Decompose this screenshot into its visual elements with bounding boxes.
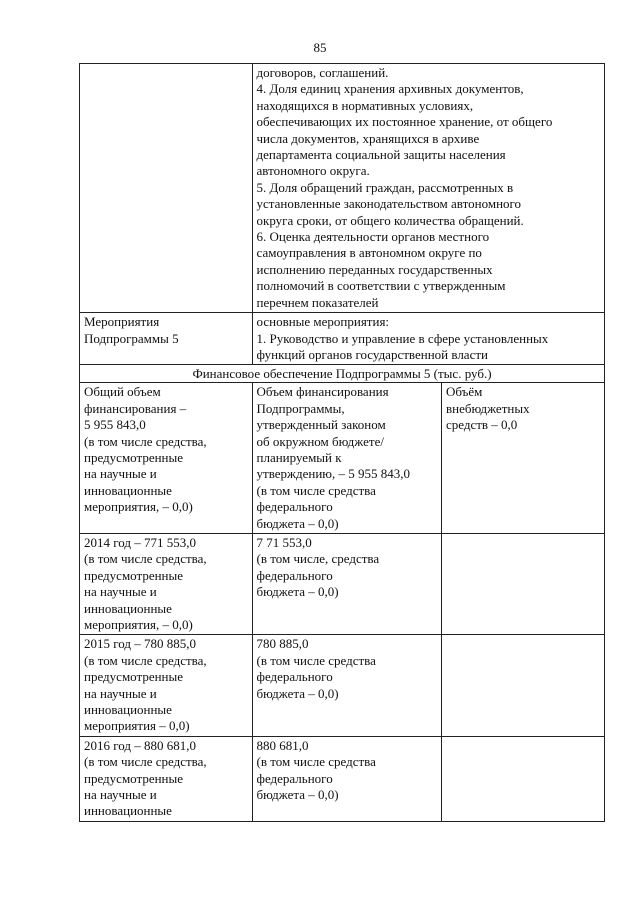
measures-label-line: Мероприятия <box>84 314 160 330</box>
cell-line: бюджета – 0,0) <box>256 584 339 600</box>
financing-row-2016 <box>80 736 605 821</box>
cell-line: мероприятия – 0,0) <box>84 718 190 734</box>
cell-line: (в том числе, средства <box>256 551 380 567</box>
cell-line: 5 955 843,0 <box>84 417 146 433</box>
cell-line: финансирования – <box>84 400 187 416</box>
financing-year-extrabudget-cell <box>441 736 604 821</box>
financing-row-2015 <box>80 635 605 736</box>
passport-table <box>79 63 605 822</box>
cell-line: инновационные <box>84 702 172 718</box>
cell-line: предусмотренные <box>84 567 184 583</box>
measures-content-line: основные мероприятия: <box>256 314 390 330</box>
cell-line: федерального <box>256 669 333 685</box>
cell-line: (в том числе средства, <box>84 551 207 567</box>
financing-year-cell <box>80 736 253 821</box>
cell-line: 7 71 553,0 <box>256 534 312 550</box>
measures-label-line: Подпрограммы 5 <box>84 330 179 346</box>
financing-budget-cell <box>252 383 441 534</box>
cell-line: Подпрограммы, <box>256 400 345 416</box>
measures-content-line: функций органов государственной власти <box>256 346 488 362</box>
cell-line: планируемый к <box>256 449 342 465</box>
cell-line: мероприятия, – 0,0) <box>84 499 193 515</box>
cell-line: на научные и <box>84 584 157 600</box>
financing-year-budget-cell <box>252 635 441 736</box>
cell-line: инновационные <box>84 600 172 616</box>
cell-line: (в том числе средства <box>256 652 376 668</box>
cell-line: утвержденный законом <box>256 417 386 433</box>
financing-extrabudget-cell <box>441 383 604 534</box>
indicators-cell <box>252 64 604 313</box>
cell-line: утверждению, – 5 955 843,0 <box>256 466 411 482</box>
measures-label-cell <box>80 313 253 365</box>
cell-line: федерального <box>256 567 333 583</box>
financing-year-cell <box>80 635 253 736</box>
cell-line: бюджета – 0,0) <box>256 515 339 531</box>
financing-total-cell <box>80 383 253 534</box>
indicator-line: договоров, соглашений. <box>256 65 389 80</box>
cell-line: (в том числе средства <box>256 754 376 770</box>
cell-line: федерального <box>256 770 333 786</box>
measures-content-line: 1. Руководство и управление в сфере установленных <box>256 330 549 346</box>
indicator-line: полномочий в соответствии с утвержденным <box>256 278 506 294</box>
cell-line: бюджета – 0,0) <box>256 685 339 701</box>
cell-line: об окружном бюджете/ <box>256 433 384 449</box>
indicator-line: самоуправления в автономном округе по <box>256 245 482 261</box>
indicator-line: 4. Доля единиц хранения архивных документов, <box>256 81 524 97</box>
indicator-line: 6. Оценка деятельности органов местного <box>256 229 490 245</box>
financing-year-cell <box>80 533 253 634</box>
indicators-row <box>80 64 605 313</box>
cell-line: 2014 год – 771 553,0 <box>84 534 196 550</box>
indicators-label-cell <box>80 64 253 313</box>
indicator-line: установленные законодательством автономного <box>256 196 522 212</box>
cell-line: (в том числе средства, <box>84 433 207 449</box>
cell-line: Общий объем <box>84 384 161 400</box>
indicator-line: числа документов, хранящихся в архиве <box>256 130 480 146</box>
financing-year-budget-cell <box>252 736 441 821</box>
indicator-line: автономного округа. <box>256 163 370 179</box>
cell-line: предусмотренные <box>84 770 184 786</box>
cell-line: 2016 год – 880 681,0 <box>84 737 196 753</box>
cell-line: на научные и <box>84 685 157 701</box>
indicator-line: обеспечивающих их постоянное хранение, от общего <box>256 114 553 130</box>
cell-line: предусмотренные <box>84 449 184 465</box>
cell-line: внебюджетных <box>445 400 530 416</box>
cell-line: (в том числе средства <box>256 482 376 498</box>
cell-line: Объем финансирования <box>256 384 389 400</box>
cell-line: (в том числе средства, <box>84 652 207 668</box>
financing-row-total <box>80 383 605 534</box>
cell-line: (в том числе средства, <box>84 754 207 770</box>
cell-line: на научные и <box>84 466 157 482</box>
cell-line: 780 885,0 <box>256 636 309 652</box>
financing-year-extrabudget-cell <box>441 533 604 634</box>
indicator-line: 5. Доля обращений граждан, рассмотренных в <box>256 179 514 195</box>
financing-year-extrabudget-cell <box>441 635 604 736</box>
measures-row <box>80 313 605 365</box>
indicator-line: департамента социальной защиты населения <box>256 147 506 163</box>
cell-line: 880 681,0 <box>256 737 309 753</box>
indicator-line: исполнению переданных государственных <box>256 261 493 277</box>
indicator-line: находящихся в нормативных условиях, <box>256 97 474 113</box>
financing-title: Финансовое обеспечение Подпрограммы 5 (тыс. руб.) <box>80 365 605 383</box>
financing-row-2014 <box>80 533 605 634</box>
indicator-line: перечнем показателей <box>256 294 379 310</box>
cell-line: Объём <box>445 384 483 400</box>
cell-line: средств – 0,0 <box>445 417 518 433</box>
cell-line: бюджета – 0,0) <box>256 787 339 803</box>
cell-line: предусмотренные <box>84 669 184 685</box>
cell-line: 2015 год – 780 885,0 <box>84 636 196 652</box>
financing-year-budget-cell <box>252 533 441 634</box>
cell-line: инновационные <box>84 482 172 498</box>
cell-line: федерального <box>256 499 333 515</box>
page-number: 85 <box>313 40 327 55</box>
measures-content-cell <box>252 313 604 365</box>
financing-title-row <box>80 365 605 383</box>
indicator-line: округа сроки, от общего количества обращений. <box>256 212 524 228</box>
cell-line: мероприятия, – 0,0) <box>84 617 193 632</box>
cell-line: на научные и <box>84 787 157 803</box>
cell-line: инновационные <box>84 803 172 819</box>
